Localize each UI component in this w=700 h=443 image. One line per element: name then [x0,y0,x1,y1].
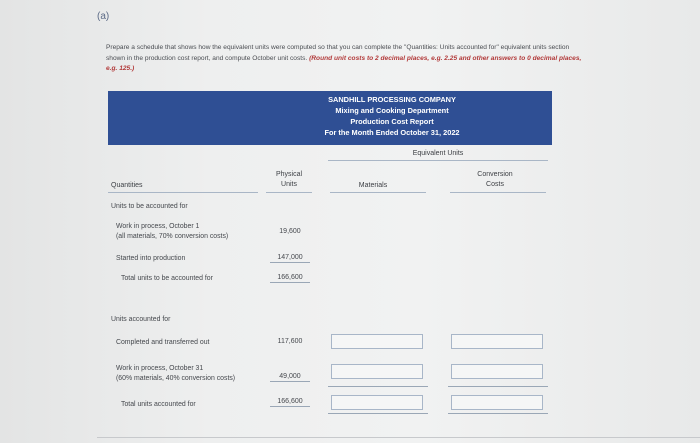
physical-header-line1: Physical [275,171,303,178]
completed-label: Completed and transferred out [116,339,210,346]
header-band-left [108,91,232,145]
conversion-costs-header [450,170,540,190]
completed-materials-input[interactable] [331,334,423,349]
completed-conversion-input[interactable] [451,334,543,349]
wip-oct1-label [116,222,228,242]
total-accounted-label: Total units accounted for [121,401,196,408]
instructions [106,43,586,75]
physical-units-header [266,170,312,190]
company-name: SANDHILL PROCESSING COMPANY [328,95,456,104]
conversion-underline [450,192,546,193]
physical-header-line2: Units [281,181,297,188]
report-header [232,91,552,145]
materials-sum-line [328,386,428,387]
quantities-header: Quantities [111,182,143,189]
materials-header: Materials [358,182,388,189]
materials-total-underline [328,413,428,414]
conversion-total-underline [448,413,548,414]
wip-oct31-line2: (60% materials, 40% conversion costs) [116,375,236,382]
wip-oct31-conversion-input[interactable] [451,364,543,379]
equivalent-units-header: Equivalent Units [412,150,464,157]
conversion-sum-line [448,386,548,387]
started-value: 147,000 [270,254,310,263]
report-period: For the Month Ended October 31, 2022 [324,128,460,137]
physical-underline [266,192,312,193]
wip-oct31-label [116,364,235,384]
part-label: (a) [97,11,110,22]
conversion-header-line2: Costs [486,181,504,188]
total-to-account-label: Total units to be accounted for [121,275,213,282]
bottom-divider [97,437,700,438]
section-units-accounted-heading: Units accounted for [111,316,171,323]
equivalent-units-underline [328,160,548,161]
wip-oct31-value: 49,000 [270,373,310,382]
instructions-text: Prepare a schedule that shows how the equivalent units were computed so that you can complete the "Quantities: Units accounted for" equivalent units section shown in the production cost report, and compute October unit costs. [106,44,570,62]
wip-oct1-line1: Work in process, October 1 [116,223,200,230]
total-materials-input[interactable] [331,395,423,410]
quantities-underline [108,192,258,193]
department-name: Mixing and Cooking Department [335,106,449,115]
report-title: Production Cost Report [350,117,434,126]
wip-oct1-value: 19,600 [279,228,301,235]
total-to-account-value: 166,600 [270,274,310,283]
section-units-to-be-accounted-heading: Units to be accounted for [111,203,188,210]
conversion-header-line1: Conversion [477,171,513,178]
total-accounted-value: 166,600 [270,398,310,407]
materials-underline [330,192,426,193]
total-conversion-input[interactable] [451,395,543,410]
completed-value: 117,600 [277,338,303,345]
started-label: Started into production [116,255,186,262]
wip-oct31-line1: Work in process, October 31 [116,365,204,372]
rounding-note: (Round unit costs to 2 decimal places, e.g. 2.25 and other answers to 0 decimal places, e.g. 125.) [106,54,582,72]
wip-oct31-materials-input[interactable] [331,364,423,379]
wip-oct1-line2: (all materials, 70% conversion costs) [116,233,229,240]
